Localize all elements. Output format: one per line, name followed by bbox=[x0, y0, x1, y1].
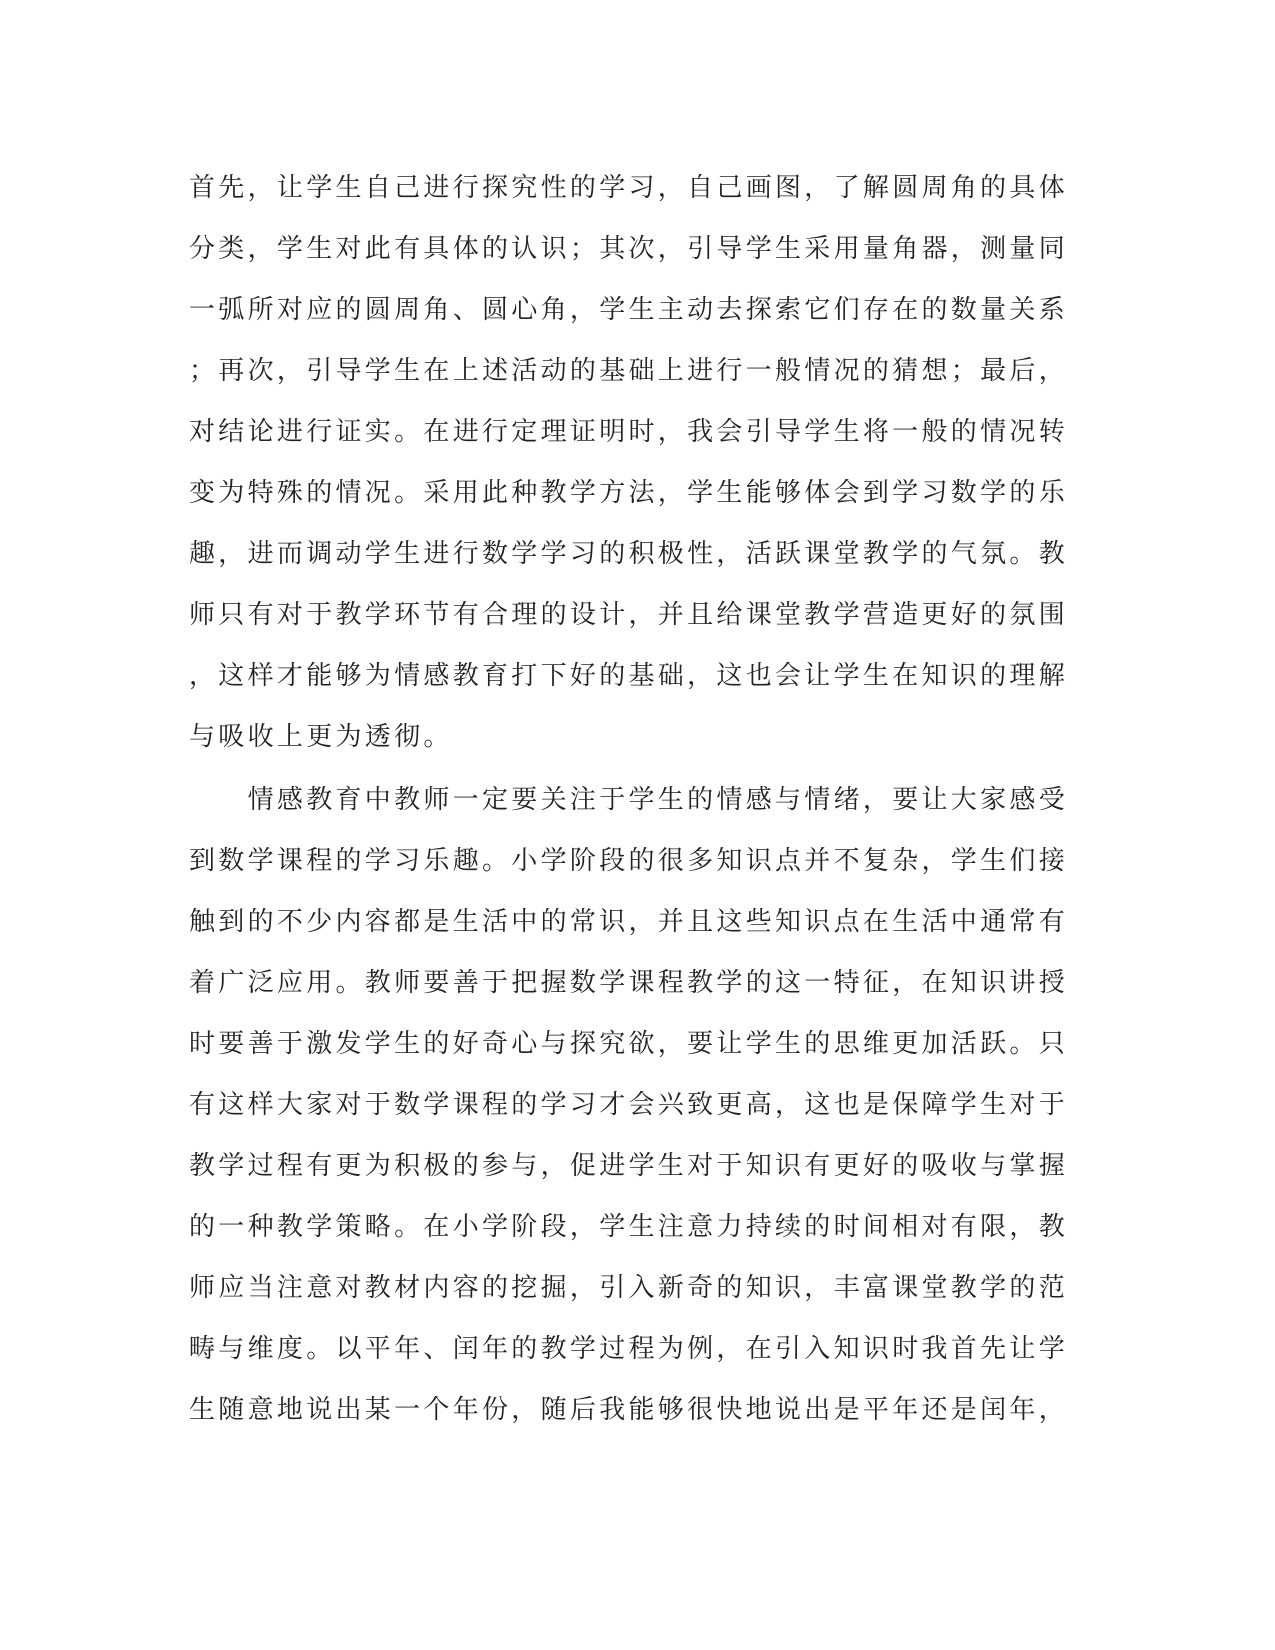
text-line: 趣，进而调动学生进行数学学习的积极性，活跃课堂教学的气氛。教 bbox=[189, 539, 1069, 569]
text-line: 畴与维度。以平年、闰年的教学过程为例，在引入知识时我首先让学 bbox=[189, 1334, 1069, 1364]
text-line: ；再次，引导学生在上述活动的基础上进行一般情况的猜想；最后， bbox=[189, 356, 1069, 386]
paragraph-1 bbox=[189, 158, 1089, 768]
text-line: 到数学课程的学习乐趣。小学阶段的很多知识点并不复杂，学生们接 bbox=[189, 846, 1069, 876]
text-line: 与吸收上更为透彻。 bbox=[189, 722, 453, 752]
text-line: 情感教育中教师一定要关注于学生的情感与情绪，要让大家感受 bbox=[189, 785, 1069, 815]
text-line: 有这样大家对于数学课程的学习才会兴致更高，这也是保障学生对于 bbox=[189, 1090, 1069, 1120]
text-line: ，这样才能够为情感教育打下好的基础，这也会让学生在知识的理解 bbox=[189, 661, 1069, 691]
text-line: 生随意地说出某一个年份，随后我能够很快地说出是平年还是闰年， bbox=[189, 1395, 1069, 1425]
text-line: 师只有对于教学环节有合理的设计，并且给课堂教学营造更好的氛围 bbox=[189, 600, 1069, 630]
text-line: 的一种教学策略。在小学阶段，学生注意力持续的时间相对有限，教 bbox=[189, 1212, 1069, 1242]
text-line: 时要善于激发学生的好奇心与探究欲，要让学生的思维更加活跃。只 bbox=[189, 1029, 1069, 1059]
text-line: 对结论进行证实。在进行定理证明时，我会引导学生将一般的情况转 bbox=[189, 417, 1069, 447]
text-line: 首先，让学生自己进行探究性的学习，自己画图，了解圆周角的具体 bbox=[189, 173, 1069, 203]
text-line: 着广泛应用。教师要善于把握数学课程教学的这一特征，在知识讲授 bbox=[189, 968, 1069, 998]
text-line: 触到的不少内容都是生活中的常识，并且这些知识点在生活中通常有 bbox=[189, 907, 1069, 937]
text-line: 变为特殊的情况。采用此种教学方法，学生能够体会到学习数学的乐 bbox=[189, 478, 1069, 508]
text-line: 分类，学生对此有具体的认识；其次，引导学生采用量角器，测量同 bbox=[189, 234, 1069, 264]
text-line: 一弧所对应的圆周角、圆心角，学生主动去探索它们存在的数量关系 bbox=[189, 295, 1069, 325]
text-line: 教学过程有更为积极的参与，促进学生对于知识有更好的吸收与掌握 bbox=[189, 1151, 1069, 1181]
text-line: 师应当注意对教材内容的挖掘，引入新奇的知识，丰富课堂教学的范 bbox=[189, 1273, 1069, 1303]
paragraph-2 bbox=[189, 770, 1089, 1441]
